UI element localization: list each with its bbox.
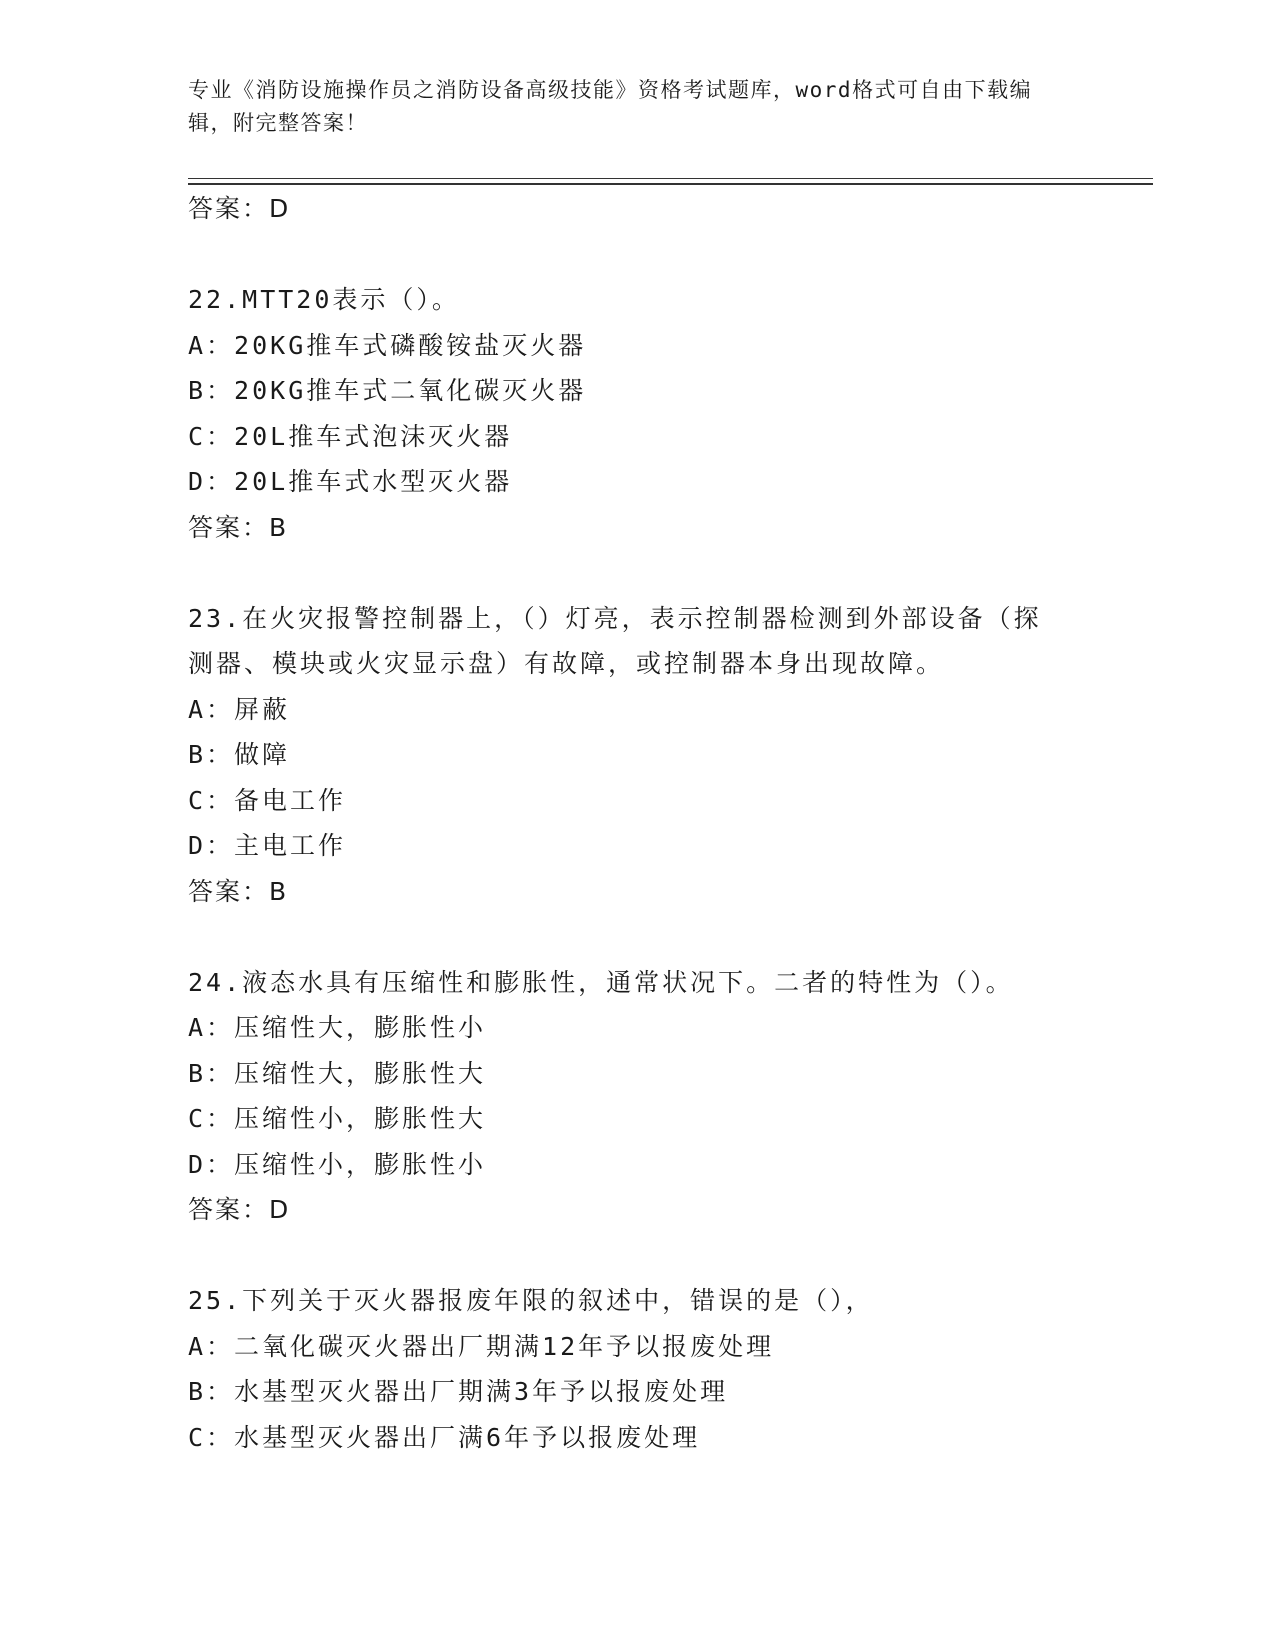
option-b: B：20KG推车式二氧化碳灭火器 [188, 376, 587, 405]
answer-line: 答案：B [188, 512, 289, 542]
question-24 [188, 960, 1088, 1233]
option-b: B：压缩性大，膨胀性大 [188, 1058, 487, 1088]
option-b: B：水基型灭火器出厂期满3年予以报废处理 [188, 1377, 729, 1406]
question-stem: 22.MTT20表示（）。 [188, 285, 460, 314]
question-22 [188, 277, 1088, 550]
question-23 [188, 596, 1088, 915]
answer-line: 答案：D [188, 1195, 291, 1224]
page-header: 专业《消防设施操作员之消防设备高级技能》资格考试题库，word格式可自由下载编辑，附完整答案！ [188, 78, 1033, 135]
question-stem-line-1: 23.在火灾报警控制器上，（）灯亮，表示控制器检测到外部设备（探 [188, 603, 1042, 633]
option-b: B：做障 [188, 740, 291, 769]
option-c: C：备电工作 [188, 785, 347, 815]
option-d: D：主电工作 [188, 831, 347, 860]
previous-answer: 答案：D [188, 194, 291, 223]
option-a: A：压缩性大，膨胀性小 [188, 1013, 487, 1042]
question-stem: 25.下列关于灭火器报废年限的叙述中，错误的是（）， [188, 1286, 874, 1315]
option-a: A：二氧化碳灭火器出厂期满12年予以报废处理 [188, 1331, 775, 1361]
question-stem-line-2: 测器、模块或火灾显示盘）有故障，或控制器本身出现故障。 [188, 649, 945, 678]
option-d: D：20L推车式水型灭火器 [188, 467, 513, 496]
question-stem: 24.液态水具有压缩性和膨胀性，通常状况下。二者的特性为（）。 [188, 967, 1014, 997]
header-divider-thin [188, 178, 1153, 179]
option-d: D：压缩性小，膨胀性小 [188, 1149, 487, 1179]
spacer [188, 550, 1088, 596]
option-c: C：水基型灭火器出厂满6年予以报废处理 [188, 1422, 701, 1452]
answer-line: 答案：B [188, 876, 289, 906]
option-c: C：压缩性小，膨胀性大 [188, 1104, 487, 1133]
header-divider-thick [188, 183, 1153, 185]
spacer [188, 1233, 1088, 1279]
spacer [188, 914, 1088, 960]
question-25 [188, 1278, 1088, 1460]
option-a: A：屏蔽 [188, 694, 291, 724]
spacer [188, 232, 1088, 278]
option-c: C：20L推车式泡沫灭火器 [188, 421, 513, 451]
question-list [188, 186, 1088, 1460]
option-a: A：20KG推车式磷酸铵盐灭火器 [188, 330, 587, 360]
